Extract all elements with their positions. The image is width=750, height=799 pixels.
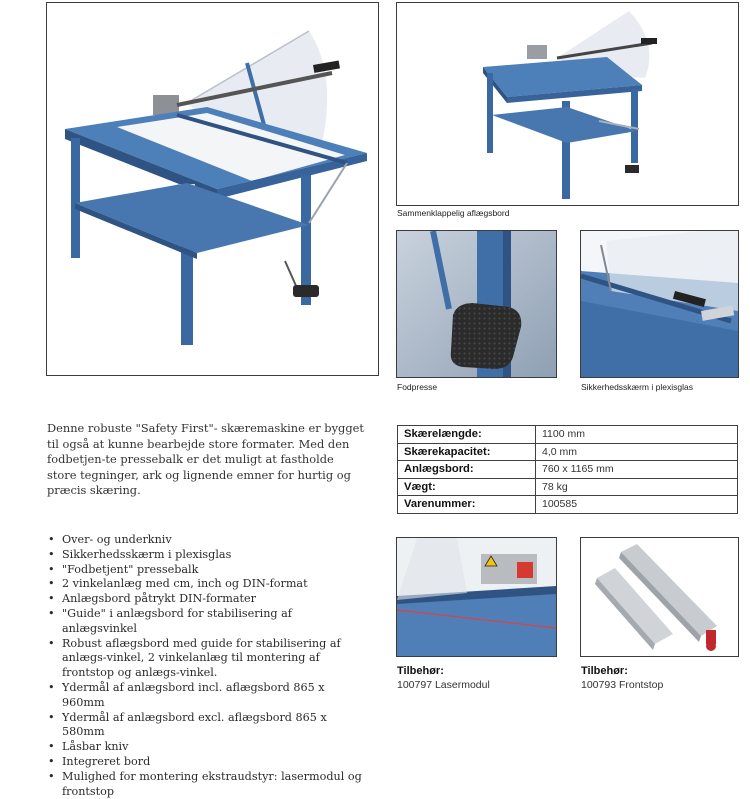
bullet-icon: • bbox=[48, 680, 55, 694]
feature-text: Mulighed for montering ekstraudstyr: lasermodul og frontstop bbox=[62, 769, 362, 798]
spec-label: Skærekapacitet: bbox=[398, 443, 536, 461]
bullet-icon: • bbox=[48, 577, 55, 591]
feature-text: "Guide" i anlægsbord for stabilisering af anlægsvinkel bbox=[62, 606, 292, 635]
accessory-heading: Tilbehør: bbox=[397, 665, 444, 677]
feature-item bbox=[40, 533, 370, 548]
feature-text: Anlægsbord påtrykt DIN-formater bbox=[62, 592, 256, 606]
feature-item bbox=[40, 770, 370, 799]
spec-value: 100585 bbox=[536, 496, 738, 514]
bullet-icon: • bbox=[48, 562, 55, 576]
feature-text: Robust aflægsbord med guide for stabilisering af anlægs-vinkel, 2 vinkelanlæg til montering af frontstop og anlægs-vinkel. bbox=[62, 636, 341, 680]
accessory-text: 100793 Frontstop bbox=[581, 679, 664, 691]
spec-value: 760 x 1165 mm bbox=[536, 461, 738, 479]
laser-module-photo bbox=[396, 537, 557, 657]
feature-text: Ydermål af anlægsbord incl. aflægsbord 865 x 960mm bbox=[62, 680, 325, 709]
bullet-icon: • bbox=[48, 769, 55, 783]
folding-tray-photo bbox=[396, 2, 739, 206]
accessory-text: 100797 Lasermodul bbox=[397, 679, 490, 691]
feature-item bbox=[40, 681, 370, 711]
caption-foot-pedal: Fodpresse bbox=[397, 382, 438, 392]
spec-row bbox=[398, 496, 738, 514]
feature-item bbox=[40, 711, 370, 741]
spec-value: 1100 mm bbox=[536, 426, 738, 444]
spec-label: Varenummer: bbox=[398, 496, 536, 514]
accessory-frontstop bbox=[581, 664, 663, 692]
bullet-icon: • bbox=[48, 592, 55, 606]
accessory-heading: Tilbehør: bbox=[581, 665, 628, 677]
bullet-icon: • bbox=[48, 754, 55, 768]
feature-text: Over- og underkniv bbox=[62, 533, 172, 546]
spec-row bbox=[398, 461, 738, 479]
accessory-laser bbox=[397, 664, 490, 692]
bullet-icon: • bbox=[48, 547, 55, 561]
feature-text: Låsbar kniv bbox=[62, 740, 129, 754]
feature-item bbox=[40, 607, 370, 637]
main-product-photo bbox=[46, 2, 379, 376]
caption-folding-tray: Sammenklappelig aflægsbord bbox=[397, 208, 510, 218]
spec-value: 78 kg bbox=[536, 478, 738, 496]
spec-row bbox=[398, 478, 738, 496]
safety-screen-photo bbox=[580, 230, 739, 378]
bullet-icon: • bbox=[48, 740, 55, 754]
spec-label: Skærelængde: bbox=[398, 426, 536, 444]
feature-item bbox=[40, 563, 370, 578]
intro-text: Denne robuste "Safety First"- skæremaskine er bygget til også at kunne bearbejde store formater. Med den fodbetjen-te pressebalk er det muligt at fastholde store tegninger, ark og lignende emner for hurtig og præcis skæring. bbox=[47, 421, 364, 497]
bullet-icon: • bbox=[48, 636, 55, 650]
caption-safety-screen: Sikkerhedsskærm i plexisglas bbox=[581, 382, 693, 392]
spec-row bbox=[398, 426, 738, 444]
bullet-icon: • bbox=[48, 710, 55, 724]
feature-text: 2 vinkelanlæg med cm, inch og DIN-format bbox=[62, 577, 308, 591]
product-description bbox=[47, 421, 365, 499]
feature-text: Ydermål af anlægsbord excl. aflægsbord 865 x 580mm bbox=[62, 710, 327, 739]
bullet-icon: • bbox=[48, 533, 55, 546]
specs-table bbox=[397, 425, 738, 514]
feature-list bbox=[40, 533, 370, 799]
feature-item bbox=[40, 740, 370, 755]
feature-item bbox=[40, 637, 370, 681]
spec-label: Vægt: bbox=[398, 478, 536, 496]
bullet-icon: • bbox=[48, 606, 55, 620]
front-stop-photo bbox=[580, 537, 739, 657]
foot-pedal-photo bbox=[396, 230, 557, 378]
feature-item bbox=[40, 548, 370, 563]
spec-row bbox=[398, 443, 738, 461]
feature-text: Integreret bord bbox=[62, 754, 151, 768]
feature-text: "Fodbetjent" pressebalk bbox=[62, 562, 199, 576]
spec-value: 4,0 mm bbox=[536, 443, 738, 461]
spec-label: Anlægsbord: bbox=[398, 461, 536, 479]
feature-text: Sikkerhedsskærm i plexisglas bbox=[62, 547, 232, 561]
feature-item bbox=[40, 592, 370, 607]
feature-item bbox=[40, 755, 370, 770]
feature-item bbox=[40, 577, 370, 592]
